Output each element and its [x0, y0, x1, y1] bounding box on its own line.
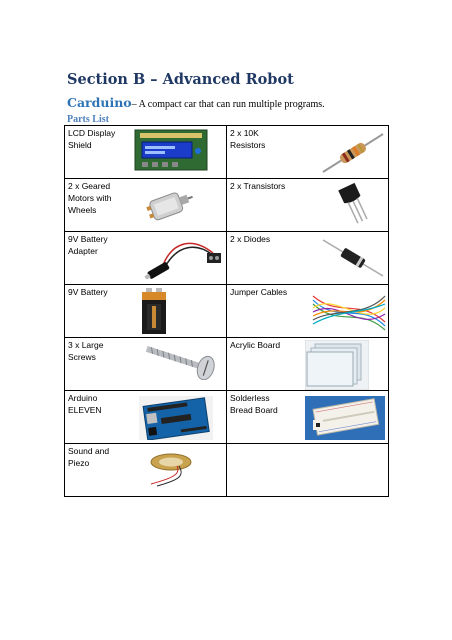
jumper-cables-image	[309, 288, 389, 334]
part-cell	[227, 126, 389, 179]
lcd-shield-image	[134, 129, 208, 171]
screw-image	[139, 340, 223, 380]
part-cell	[65, 338, 227, 391]
part-cell	[227, 444, 389, 497]
diode-image	[321, 236, 385, 280]
part-label: 9V Battery Adapter	[68, 234, 108, 256]
part-cell	[65, 391, 227, 444]
part-label: Sound and Piezo	[68, 446, 110, 468]
part-cell	[227, 285, 389, 338]
9v-battery-image	[139, 286, 169, 336]
geared-motor-image	[145, 185, 195, 225]
part-label: Acrylic Board	[230, 340, 281, 350]
table-row	[65, 126, 389, 179]
part-label: Solderless Bread Board	[230, 393, 278, 415]
part-cell	[227, 391, 389, 444]
acrylic-board-image	[305, 340, 369, 390]
piezo-image	[143, 448, 207, 488]
part-label: 3 x Large Screws	[68, 340, 104, 362]
part-cell	[65, 285, 227, 338]
table-row	[65, 179, 389, 232]
part-cell	[65, 444, 227, 497]
table-row	[65, 285, 389, 338]
part-label: Arduino ELEVEN	[68, 393, 102, 415]
table-row	[65, 444, 389, 497]
parts-table	[64, 125, 389, 497]
table-row	[65, 338, 389, 391]
transistor-image	[337, 181, 371, 225]
battery-adapter-image	[143, 235, 225, 279]
part-cell	[227, 179, 389, 232]
part-label: 2 x Diodes	[230, 234, 271, 244]
table-row	[65, 232, 389, 285]
arduino-board-image	[139, 396, 213, 440]
part-cell	[227, 232, 389, 285]
part-label: Jumper Cables	[230, 287, 288, 297]
part-cell	[65, 126, 227, 179]
part-cell	[65, 179, 227, 232]
product-name: Carduino	[67, 95, 132, 110]
resistor-image	[321, 132, 385, 174]
breadboard-image	[305, 396, 385, 440]
part-label: 2 x Geared Motors with Wheels	[68, 181, 112, 215]
part-label: 9V Battery	[68, 287, 108, 297]
table-row	[65, 391, 389, 444]
part-label: 2 x 10K Resistors	[230, 128, 266, 150]
parts-list-label: Parts List	[67, 114, 109, 125]
part-cell	[227, 338, 389, 391]
subtitle	[67, 95, 325, 110]
part-label: 2 x Transistors	[230, 181, 286, 191]
product-description: – A compact car that can run multiple programs.	[131, 99, 325, 110]
part-cell	[65, 232, 227, 285]
section-title: Section B – Advanced Robot	[67, 71, 294, 88]
part-label: LCD Display Shield	[68, 128, 116, 150]
